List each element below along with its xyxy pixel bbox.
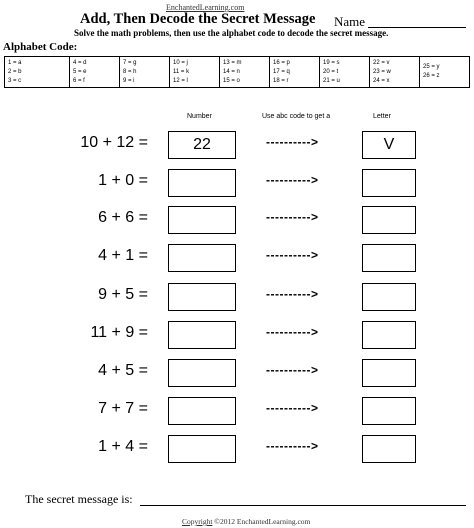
code-cell: 25 = y 26 = z [420, 57, 470, 88]
code-cell: 16 = p 17 = q 18 = r [270, 57, 320, 88]
equation: 11 + 9 = [90, 324, 148, 341]
number-answer-box[interactable]: 22 [168, 131, 236, 159]
copyright-link[interactable]: Copyright [182, 517, 213, 526]
arrow-icon: ----------> [266, 210, 319, 224]
code-cell: 13 = m 14 = n 15 = o [220, 57, 270, 88]
arrow-icon: ----------> [266, 363, 319, 377]
letter-answer-box[interactable] [362, 397, 416, 425]
column-header-number: Number [187, 113, 212, 120]
code-cell: 7 = g 8 = h 9 = i [120, 57, 170, 88]
arrow-icon: ----------> [266, 287, 319, 301]
number-answer-box[interactable] [168, 397, 236, 425]
problem-row [0, 397, 474, 425]
number-answer-box[interactable] [168, 359, 236, 387]
problem-row [0, 321, 474, 349]
alphabet-code-label: Alphabet Code: [3, 41, 78, 53]
number-answer-box[interactable] [168, 206, 236, 234]
code-cell: 4 = d 5 = e 6 = f [70, 57, 120, 88]
number-answer-box[interactable] [168, 244, 236, 272]
page-title: Add, Then Decode the Secret Message [80, 11, 316, 27]
code-cell: 10 = j 11 = k 12 = l [170, 57, 220, 88]
letter-answer-box[interactable] [362, 206, 416, 234]
secret-message-line[interactable] [140, 505, 466, 506]
code-cell: 19 = s 20 = t 21 = u [320, 57, 370, 88]
column-header-use-code: Use abc code to get a [262, 113, 331, 120]
equation: 10 + 12 = [80, 134, 148, 151]
arrow-icon: ----------> [266, 248, 319, 262]
equation: 9 + 5 = [98, 286, 148, 303]
alphabet-code-table [4, 56, 470, 88]
problem-row [0, 131, 474, 159]
problem-row [0, 206, 474, 234]
site-link[interactable]: EnchantedLearning.com [166, 3, 245, 12]
letter-answer-box[interactable] [362, 283, 416, 311]
name-label: Name [334, 14, 366, 29]
arrow-icon: ----------> [266, 401, 319, 415]
letter-answer-box[interactable] [362, 169, 416, 197]
letter-answer-box[interactable] [362, 244, 416, 272]
number-answer-box[interactable] [168, 169, 236, 197]
letter-answer-box[interactable]: V [362, 131, 416, 159]
copyright: Copyright ©2012 EnchantedLearning.com [182, 517, 311, 526]
equation: 4 + 1 = [98, 247, 148, 264]
equation: 4 + 5 = [98, 362, 148, 379]
number-answer-box[interactable] [168, 283, 236, 311]
letter-answer-box[interactable] [362, 435, 416, 463]
secret-message-label: The secret message is: [25, 492, 133, 506]
problem-row [0, 244, 474, 272]
equation: 7 + 7 = [98, 400, 148, 417]
equation: 1 + 0 = [98, 172, 148, 189]
equation: 1 + 4 = [98, 438, 148, 455]
arrow-icon: ----------> [266, 173, 319, 187]
letter-answer-box[interactable] [362, 359, 416, 387]
code-cell: 1 = a 2 = b 3 = c [5, 57, 70, 88]
number-answer-box[interactable] [168, 435, 236, 463]
instructions: Solve the math problems, then use the alphabet code to decode the secret message. [74, 28, 389, 38]
problem-row [0, 169, 474, 197]
equation: 6 + 6 = [98, 209, 148, 226]
arrow-icon: ----------> [266, 439, 319, 453]
column-header-letter: Letter [373, 113, 391, 120]
code-cell: 22 = v 23 = w 24 = x [370, 57, 420, 88]
number-answer-box[interactable] [168, 321, 236, 349]
arrow-icon: ----------> [266, 135, 319, 149]
arrow-icon: ----------> [266, 325, 319, 339]
problem-row [0, 359, 474, 387]
problem-row [0, 283, 474, 311]
problem-row [0, 435, 474, 463]
letter-answer-box[interactable] [362, 321, 416, 349]
